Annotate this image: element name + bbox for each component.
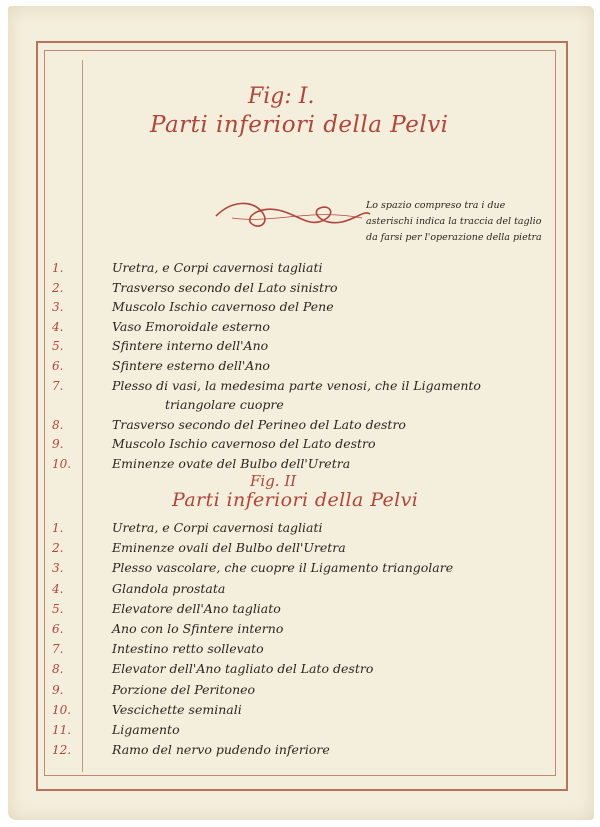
item-number: 2. [52, 280, 64, 295]
item-number: 5. [52, 601, 64, 616]
item-number: 5. [52, 339, 64, 354]
item-number: 8. [52, 417, 64, 432]
item-text: Vaso Emoroidale esterno [112, 318, 270, 334]
item-number: 1. [52, 521, 64, 535]
item-number: 2. [52, 541, 64, 556]
item-number: 12. [52, 743, 72, 758]
item-text: Muscolo Ischio cavernoso del Lato destro [112, 436, 376, 452]
item-text: Vescichette seminali [112, 701, 242, 717]
figure-1-label: Fig: I. [248, 84, 315, 109]
item-text: Elevatore dell'Ano tagliato [112, 600, 281, 616]
item-text: Porzione del Peritoneo [112, 681, 256, 697]
item-text: Trasverso secondo del Perineo del Lato destro [112, 416, 406, 432]
item-text: Trasverso secondo del Lato sinistro [112, 279, 338, 295]
item-text: Plesso di vasi, la medesima parte venosi, che il Ligamento [112, 377, 481, 393]
item-text: Ano con lo Sfintere interno [112, 621, 284, 636]
item-number: 3. [52, 300, 64, 315]
figure-2-label: Fig. II [250, 472, 297, 490]
item-number: 9. [52, 682, 64, 697]
number-column-rule [82, 60, 83, 772]
item-number: 10. [52, 457, 72, 471]
item-text: Muscolo Ischio cavernoso del Pene [112, 299, 334, 315]
item-number: 7. [52, 378, 64, 393]
item-text: Uretra, e Corpi cavernosi tagliati [112, 520, 323, 535]
item-text: triangolare cuopre [165, 397, 284, 413]
item-text: Ligamento [112, 722, 180, 737]
item-text: Ramo del nervo pudendo inferiore [112, 742, 330, 758]
item-text: Glandola prostata [112, 580, 226, 596]
item-number: 6. [52, 622, 64, 636]
item-text: Elevator dell'Ano tagliato del Lato destro [112, 661, 374, 677]
item-number: 1. [52, 261, 64, 275]
item-number: 11. [52, 723, 72, 737]
item-text: Eminenze ovali del Bulbo dell'Uretra [112, 540, 346, 556]
item-number: 9. [52, 437, 64, 452]
item-text: Eminenze ovate del Bulbo dell'Uretra [112, 456, 351, 471]
flourish-ornament [212, 198, 374, 234]
item-text: Sfintere esterno dell'Ano [112, 358, 270, 373]
figure-1-title: Parti inferiori della Pelvi [150, 112, 449, 138]
item-text: Plesso vascolare, che cuopre il Ligamento triangolare [112, 560, 454, 576]
item-number: 3. [52, 561, 64, 576]
item-number: 6. [52, 359, 64, 373]
item-text: Intestino retto sollevato [112, 641, 264, 657]
figure-2-title: Parti inferiori della Pelvi [172, 489, 419, 511]
item-number: 4. [52, 319, 64, 334]
item-number: 10. [52, 702, 72, 717]
item-text: Sfintere interno dell'Ano [112, 338, 269, 354]
annotation-note: Lo spazio compreso tra i due asterischi indica la traccia del taglio da farsi per l'operazione della pietra [366, 200, 542, 243]
item-number: 7. [52, 642, 64, 657]
item-number: 8. [52, 662, 64, 677]
item-number: 4. [52, 581, 64, 596]
item-text: Uretra, e Corpi cavernosi tagliati [112, 260, 323, 275]
